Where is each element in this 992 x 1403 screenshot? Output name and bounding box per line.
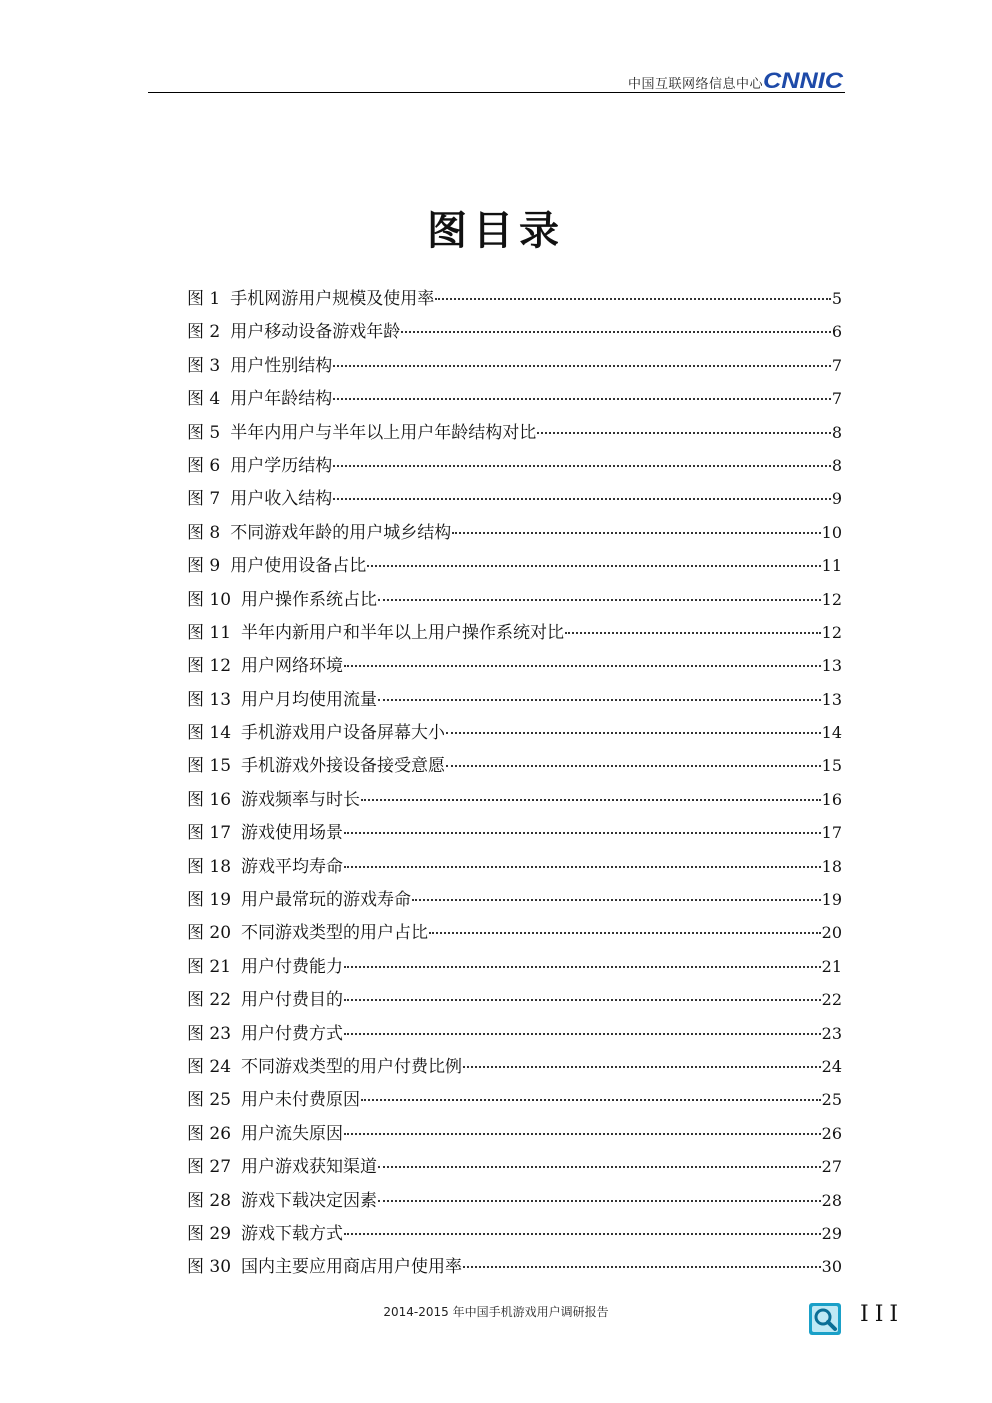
toc-entry-page: 19: [821, 890, 842, 910]
toc-entry-label: [187, 316, 400, 349]
toc-entry[interactable]: [187, 649, 842, 682]
dot-leader: [435, 297, 831, 300]
toc-entry-title: 用户性别结构: [230, 355, 333, 376]
toc-entry-number: 图 8: [187, 522, 221, 543]
dot-leader: [378, 1165, 821, 1168]
toc-entry-title: 用户网络环境: [241, 656, 344, 677]
toc-entry[interactable]: [187, 1017, 842, 1050]
toc-entry-label: [187, 684, 377, 717]
toc-entry[interactable]: [187, 1250, 842, 1283]
toc-entry-page: 20: [821, 923, 842, 943]
header-organization: 中国互联网络信息中心: [627, 77, 763, 92]
toc-entry-label: [187, 917, 428, 950]
toc-entry-label: [187, 784, 360, 817]
toc-entry[interactable]: [187, 549, 842, 582]
toc-entry-number: 图 4: [187, 389, 221, 410]
toc-entry[interactable]: [187, 1050, 842, 1083]
toc-entry-page: 13: [821, 689, 842, 709]
toc-entry-page: 30: [821, 1257, 842, 1277]
toc-entry-number: 图 5: [187, 422, 221, 443]
toc-entry-page: 18: [821, 856, 842, 876]
dot-leader: [344, 1232, 821, 1235]
toc-entry[interactable]: [187, 816, 842, 849]
toc-entry[interactable]: [187, 783, 842, 816]
figure-list: [187, 282, 842, 1284]
toc-entry-title: 游戏频率与时长: [241, 789, 361, 810]
header-rule: [148, 92, 845, 93]
dot-leader: [446, 731, 821, 734]
toc-entry-label: [187, 951, 343, 984]
dot-leader: [344, 1032, 821, 1035]
cnnic-logo: [763, 68, 845, 92]
toc-entry-page: 7: [831, 389, 842, 409]
toc-entry-title: 用户使用设备占比: [230, 556, 367, 577]
toc-entry-page: 16: [821, 789, 842, 809]
toc-entry[interactable]: [187, 482, 842, 515]
toc-entry-page: 10: [821, 522, 842, 542]
dot-leader: [367, 564, 820, 567]
toc-entry-title: 手机游戏外接设备接受意愿: [241, 756, 446, 777]
toc-entry[interactable]: [187, 716, 842, 749]
toc-entry-number: 图 19: [187, 890, 232, 911]
toc-entry-label: [187, 750, 445, 783]
toc-entry[interactable]: [187, 916, 842, 949]
toc-entry-number: 图 20: [187, 923, 232, 944]
toc-entry-number: 图 7: [187, 489, 221, 510]
toc-entry-page: 26: [821, 1123, 842, 1143]
dot-leader: [344, 831, 821, 834]
dot-leader: [463, 1065, 821, 1068]
toc-entry-number: 图 10: [187, 589, 232, 610]
toc-entry[interactable]: [187, 983, 842, 1016]
toc-entry[interactable]: [187, 950, 842, 983]
toc-entry[interactable]: [187, 1184, 842, 1217]
toc-entry-label: [187, 650, 343, 683]
dot-leader: [361, 798, 821, 801]
toc-entry-title: 用户付费目的: [241, 990, 344, 1011]
toc-entry-label: [187, 350, 332, 383]
toc-entry-label: [187, 584, 377, 617]
toc-entry-label: [187, 283, 434, 316]
dot-leader: [378, 598, 821, 601]
toc-entry-label: [187, 483, 332, 516]
toc-entry[interactable]: [187, 282, 842, 315]
dot-leader: [378, 1199, 821, 1202]
toc-entry-label: [187, 1051, 462, 1084]
toc-entry-title: 用户最常玩的游戏寿命: [241, 890, 412, 911]
toc-entry-page: 12: [821, 622, 842, 642]
cnnic-logo-text: CNNIC: [763, 68, 845, 92]
dot-leader: [333, 464, 831, 467]
toc-entry-number: 图 28: [187, 1190, 232, 1211]
toc-entry-label: [187, 1118, 343, 1151]
toc-entry-label: [187, 1018, 343, 1051]
toc-entry-title: 手机网游用户规模及使用率: [230, 289, 435, 309]
toc-entry-page: 29: [821, 1223, 842, 1243]
dot-leader: [344, 664, 821, 667]
toc-entry-label: [187, 1151, 377, 1184]
toc-entry-label: [187, 1185, 377, 1218]
toc-entry-number: 图 3: [187, 355, 221, 376]
toc-entry-title: 手机游戏用户设备屏幕大小: [241, 723, 446, 744]
toc-entry-page: 5: [831, 289, 842, 308]
toc-entry-title: 半年内新用户和半年以上用户操作系统对比: [241, 622, 565, 643]
toc-entry-title: 用户月均使用流量: [241, 689, 378, 710]
dot-leader: [412, 898, 821, 901]
toc-entry[interactable]: [187, 683, 842, 716]
toc-entry-page: 27: [821, 1157, 842, 1177]
toc-entry[interactable]: [187, 1150, 842, 1183]
toc-entry-number: 图 24: [187, 1056, 232, 1077]
toc-entry-page: 15: [821, 756, 842, 776]
magnifier-icon: [808, 1302, 842, 1336]
toc-entry-label: [187, 717, 445, 750]
toc-entry-title: 用户付费能力: [241, 956, 344, 977]
dot-leader: [446, 764, 821, 767]
toc-entry-title: 用户流失原因: [241, 1123, 344, 1144]
toc-entry[interactable]: [187, 850, 842, 883]
toc-entry-title: 不同游戏类型的用户付费比例: [241, 1056, 463, 1077]
toc-entry[interactable]: [187, 1117, 842, 1150]
toc-entry[interactable]: [187, 315, 842, 348]
toc-entry-number: 图 14: [187, 723, 232, 744]
toc-entry-title: 不同游戏年龄的用户城乡结构: [230, 522, 452, 543]
toc-entry-label: [187, 1084, 360, 1117]
toc-entry-label: [187, 817, 343, 850]
toc-entry-label: [187, 517, 451, 550]
toc-entry-page: 14: [821, 723, 842, 743]
toc-entry[interactable]: [187, 449, 842, 482]
toc-entry[interactable]: [187, 749, 842, 782]
toc-entry[interactable]: [187, 1217, 842, 1250]
toc-entry-page: 13: [821, 656, 842, 676]
dot-leader: [344, 998, 821, 1001]
toc-entry-label: [187, 417, 536, 450]
toc-entry-page: 24: [821, 1056, 842, 1076]
dot-leader: [344, 865, 821, 868]
toc-entry-page: 7: [831, 355, 842, 375]
toc-entry[interactable]: [187, 382, 842, 415]
toc-entry-title: 用户年龄结构: [230, 389, 333, 410]
toc-entry-title: 国内主要应用商店用户使用率: [241, 1257, 463, 1278]
toc-entry-number: 图 21: [187, 956, 232, 977]
dot-leader: [537, 431, 831, 434]
toc-entry-title: 不同游戏类型的用户占比: [241, 923, 429, 944]
toc-entry-page: 11: [821, 556, 842, 576]
toc-entry-number: 图 23: [187, 1023, 232, 1044]
toc-entry-number: 图 30: [187, 1257, 232, 1278]
toc-entry-number: 图 9: [187, 556, 221, 577]
toc-entry-page: 8: [831, 455, 842, 475]
toc-entry-title: 用户付费方式: [241, 1023, 344, 1044]
toc-entry-page: 25: [821, 1090, 842, 1110]
toc-entry-number: 图 11: [187, 622, 232, 643]
toc-entry-page: 8: [831, 422, 842, 442]
page-title: 图目录: [427, 206, 565, 254]
dot-leader: [452, 531, 820, 534]
toc-entry-label: [187, 550, 366, 583]
dot-leader: [565, 631, 821, 634]
toc-entry-page: 12: [821, 589, 842, 609]
toc-entry[interactable]: [187, 416, 842, 449]
toc-entry[interactable]: [187, 349, 842, 382]
toc-entry-number: 图 17: [187, 823, 232, 844]
toc-entry-number: 图 18: [187, 856, 232, 877]
toc-entry-label: [187, 450, 332, 483]
dot-leader: [333, 497, 831, 500]
toc-entry-number: 图 15: [187, 756, 232, 777]
toc-entry-title: 用户游戏获知渠道: [241, 1157, 378, 1178]
toc-entry-title: 用户操作系统占比: [241, 589, 378, 610]
toc-entry-title: 半年内用户与半年以上用户年龄结构对比: [230, 422, 537, 443]
toc-entry-number: 图 2: [187, 322, 221, 343]
toc-entry-number: 图 12: [187, 656, 232, 677]
toc-entry-number: 图 25: [187, 1090, 232, 1111]
toc-entry-title: 游戏下载方式: [241, 1223, 344, 1244]
page-header: [148, 70, 845, 92]
dot-leader: [344, 1132, 821, 1135]
toc-entry-label: [187, 851, 343, 884]
dot-leader: [463, 1265, 821, 1268]
toc-entry-page: 6: [831, 322, 842, 342]
toc-entry-label: [187, 984, 343, 1017]
dot-leader: [361, 1098, 821, 1101]
dot-leader: [378, 698, 821, 701]
toc-entry[interactable]: [187, 1083, 842, 1116]
toc-entry-title: 游戏使用场景: [241, 823, 344, 844]
toc-entry-number: 图 22: [187, 990, 232, 1011]
toc-entry-title: 用户收入结构: [230, 489, 333, 510]
toc-entry-title: 用户学历结构: [230, 455, 333, 476]
toc-entry-label: [187, 1251, 462, 1284]
toc-entry-label: [187, 383, 332, 416]
dot-leader: [333, 397, 831, 400]
toc-entry-number: 图 13: [187, 689, 232, 710]
footer-report-title: 2014-2015 年中国手机游戏用户调研报告: [383, 1305, 609, 1319]
toc-entry-label: [187, 617, 564, 650]
toc-entry-page: 9: [831, 489, 842, 509]
toc-entry-number: 图 1: [187, 289, 221, 309]
toc-entry-title: 用户未付费原因: [241, 1090, 361, 1111]
toc-entry[interactable]: [187, 616, 842, 649]
toc-entry-title: 用户移动设备游戏年龄: [230, 322, 401, 343]
dot-leader: [333, 364, 831, 367]
toc-entry-number: 图 6: [187, 455, 221, 476]
toc-entry-page: 21: [821, 956, 842, 976]
dot-leader: [401, 330, 831, 333]
toc-entry-title: 游戏平均寿命: [241, 856, 344, 877]
toc-entry[interactable]: [187, 516, 842, 549]
toc-entry[interactable]: [187, 583, 842, 616]
toc-entry-page: 22: [821, 990, 842, 1010]
toc-entry-page: 23: [821, 1023, 842, 1043]
toc-entry[interactable]: [187, 883, 842, 916]
dot-leader: [429, 931, 821, 934]
footer-page-number: III: [860, 1302, 905, 1327]
toc-entry-number: 图 16: [187, 789, 232, 810]
dot-leader: [344, 965, 821, 968]
toc-entry-label: [187, 884, 411, 917]
toc-entry-page: 17: [821, 823, 842, 843]
toc-entry-number: 图 27: [187, 1157, 232, 1178]
toc-entry-label: [187, 1218, 343, 1251]
toc-entry-number: 图 29: [187, 1223, 232, 1244]
toc-entry-page: 28: [821, 1190, 842, 1210]
toc-entry-number: 图 26: [187, 1123, 232, 1144]
toc-entry-title: 游戏下载决定因素: [241, 1190, 378, 1211]
